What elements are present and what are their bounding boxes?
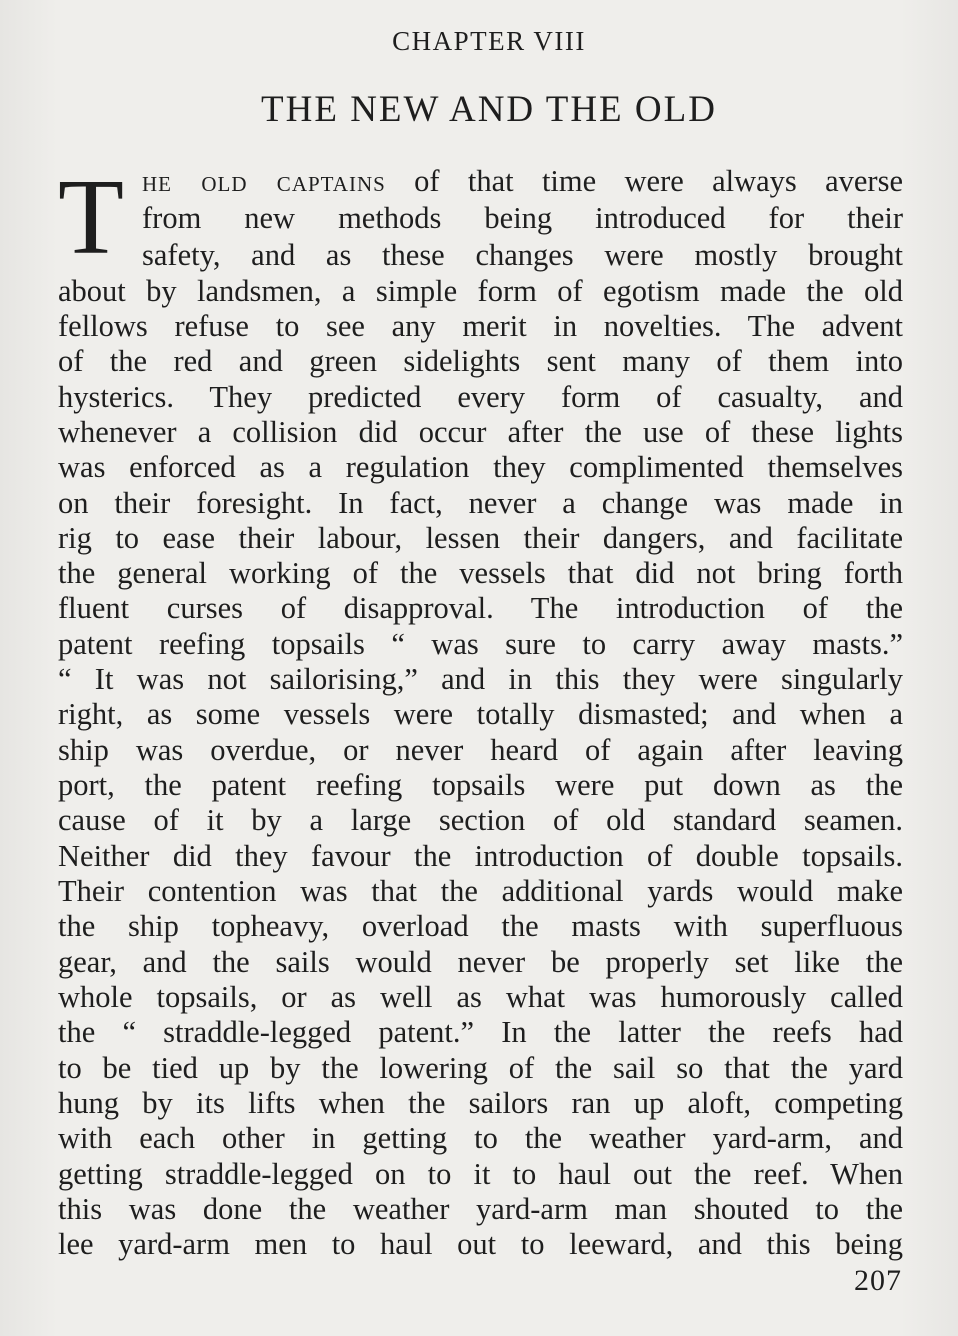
drop-cap: T bbox=[58, 158, 124, 277]
text-line: ship was overdue, or never heard of again after leaving bbox=[58, 733, 903, 767]
text-line: getting straddle-legged on to it to haul out the reef. When bbox=[58, 1157, 903, 1191]
text-line: gear, and the sails would never be properly set like the bbox=[58, 945, 903, 979]
text-line: patent reefing topsails “ was sure to carry away masts.” bbox=[58, 627, 903, 661]
text-line-segment: of that time were always averse bbox=[385, 164, 903, 198]
text-line bbox=[142, 164, 903, 199]
text-line: hysterics. They predicted every form of casualty, and bbox=[58, 380, 903, 414]
text-line: hung by its lifts when the sailors ran up aloft, competing bbox=[58, 1086, 903, 1120]
text-line: the general working of the vessels that did not bring forth bbox=[58, 556, 903, 590]
text-line: with each other in getting to the weather yard-arm, and bbox=[58, 1121, 903, 1155]
text-line: to be tied up by the lowering of the sail so that the yard bbox=[58, 1051, 903, 1085]
text-line: right, as some vessels were totally dismasted; and when a bbox=[58, 697, 903, 731]
text-line: on their foresight. In fact, never a change was made in bbox=[58, 486, 903, 520]
lead-small-caps: he old captains bbox=[142, 164, 386, 198]
text-line: of the red and green sidelights sent many of them into bbox=[58, 344, 903, 378]
chapter-label: CHAPTER VIII bbox=[392, 26, 586, 56]
text-line: Their contention was that the additional yards would make bbox=[58, 874, 903, 908]
text-line: lee yard-arm men to haul out to leeward, and this being bbox=[58, 1227, 903, 1261]
text-line: rig to ease their labour, lessen their dangers, and facilitate bbox=[58, 521, 903, 555]
text-line: whole topsails, or as well as what was humorously called bbox=[58, 980, 903, 1014]
text-line: cause of it by a large section of old standard seamen. bbox=[58, 803, 903, 837]
text-line: about by landsmen, a simple form of egotism made the old bbox=[58, 274, 903, 308]
text-line: the ship topheavy, overload the masts with superfluous bbox=[58, 909, 903, 943]
text-line: fellows refuse to see any merit in novelties. The advent bbox=[58, 309, 903, 343]
chapter-title: THE NEW AND THE OLD bbox=[261, 89, 717, 130]
page-number: 207 bbox=[854, 1264, 902, 1297]
text-line: the “ straddle-legged patent.” In the latter the reefs had bbox=[58, 1015, 903, 1049]
text-line: whenever a collision did occur after the use of these lights bbox=[58, 415, 903, 449]
text-line: was enforced as a regulation they complimented themselves bbox=[58, 450, 903, 484]
text-line: “ It was not sailorising,” and in this they were singularly bbox=[58, 662, 903, 696]
text-line: from new methods being introduced for their bbox=[142, 201, 903, 235]
text-line: safety, and as these changes were mostly brought bbox=[142, 238, 903, 272]
text-line: fluent curses of disapproval. The introduction of the bbox=[58, 591, 903, 625]
text-line: Neither did they favour the introduction of double topsails. bbox=[58, 839, 903, 873]
text-line: this was done the weather yard-arm man shouted to the bbox=[58, 1192, 903, 1226]
text-line: port, the patent reefing topsails were put down as the bbox=[58, 768, 903, 802]
